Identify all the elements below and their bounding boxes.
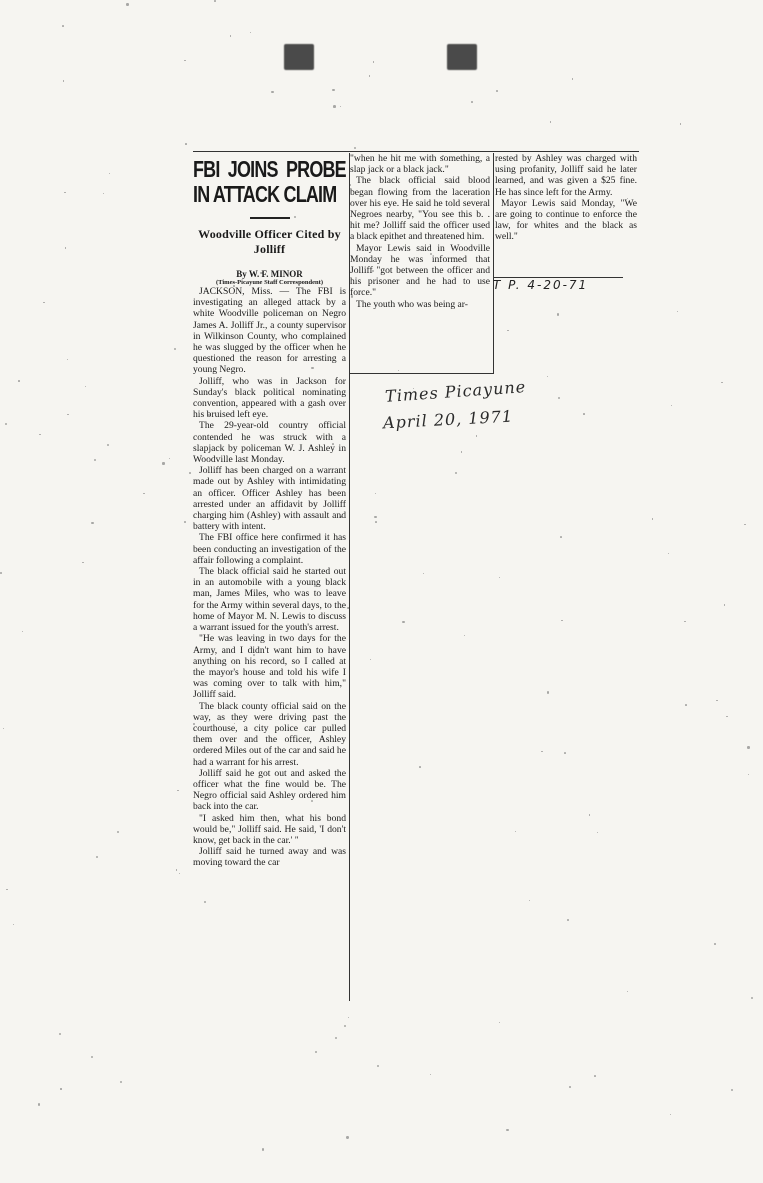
speckle — [82, 562, 84, 564]
paragraph: Jolliff said he turned away and was moving toward the car — [193, 846, 346, 869]
speckle — [748, 774, 749, 775]
speckle — [13, 924, 15, 926]
speckle — [506, 1129, 508, 1131]
speckle — [250, 32, 251, 33]
handwritten-date: April 20, 1971 — [382, 406, 514, 433]
speckle — [65, 247, 66, 248]
speckle — [346, 1136, 348, 1138]
paragraph: "I asked him then, what his bond would be," Jolliff said. He said, 'I don't know, get back in the car.' " — [193, 812, 346, 846]
speckle — [652, 518, 653, 519]
speckle — [499, 1022, 500, 1023]
byline: By W. F. MINOR — [236, 269, 303, 279]
speckle — [335, 1037, 337, 1039]
speckle — [670, 1114, 672, 1116]
speckle — [685, 704, 687, 706]
speckle — [230, 35, 232, 37]
speckle — [0, 572, 2, 574]
speckle — [43, 302, 45, 304]
article-column-3 — [495, 153, 637, 243]
article-column-1 — [193, 153, 350, 1001]
speckle — [680, 123, 682, 125]
speckle — [91, 522, 94, 525]
paragraph: Jolliff, who was in Jackson for Sunday's black political nominating convention, appeared with a gash over his bruised left eye. — [193, 375, 346, 421]
speckle — [668, 553, 669, 554]
speckle — [126, 3, 128, 5]
speckle — [177, 790, 178, 791]
speckle — [496, 90, 498, 92]
speckle — [724, 604, 725, 605]
speckle — [120, 1081, 122, 1083]
paragraph: Mayor Lewis said in Woodville Monday he was informed that Jolliff "got between the officer and his prisoner and he had to use force." — [350, 242, 490, 299]
handwritten-date-stamp: T P. 4-20-71 — [493, 277, 623, 292]
paragraph: The black county official said on the way, as they were driving past the courthouse, a city police car pulled them over and the officer, Ashley ordered Miles out of the car and said he had a warrant for his arrest. — [193, 700, 346, 768]
speckle — [67, 359, 69, 361]
speckle — [677, 311, 678, 312]
paragraph: Jolliff said he got out and asked the officer what the fine would be. The Negro official said Ashley ordered him back into the car. — [193, 767, 346, 813]
paragraph: rested by Ashley was charged with using profanity, Jolliff said he later learned, and was given a $25 fine. He has since left for the Army. — [495, 153, 637, 198]
speckle — [174, 348, 176, 350]
speckle — [143, 493, 145, 495]
paragraph: The black official said he started out in an automobile with a young black man, James Miles, who was to leave for the Army within several days, to the home of Mayor M. N. Lewis to discuss a warrant issued for the youth's arrest. — [193, 566, 346, 634]
speckle — [315, 1051, 317, 1053]
speckle — [176, 869, 177, 870]
speckle — [214, 0, 216, 2]
speckle — [747, 746, 749, 748]
paragraph: JACKSON, Miss. — The FBI is investigating an alleged attack by a white Woodville policeman on Negro James A. Jolliff Jr., a county supervisor in Wilkinson County, who complained he was slugged by the officer when he questioned the reason for arresting a young Negro. — [193, 286, 346, 376]
speckle — [721, 382, 723, 384]
binder-hole-left — [284, 44, 314, 70]
speckle — [714, 943, 716, 945]
speckle — [185, 143, 187, 145]
speckle — [5, 423, 7, 425]
speckle — [103, 193, 104, 194]
speckle — [60, 1088, 61, 1089]
speckle — [59, 1033, 61, 1035]
speckle — [64, 192, 66, 194]
speckle — [594, 1075, 596, 1077]
speckle — [91, 1056, 93, 1058]
speckle — [3, 728, 4, 729]
headline-rule — [250, 217, 290, 219]
speckle — [572, 78, 574, 80]
speckle — [179, 873, 180, 874]
article-column-2 — [350, 153, 494, 374]
speckle — [109, 173, 111, 175]
speckle — [369, 75, 371, 77]
speckle — [107, 444, 109, 446]
speckle — [569, 1086, 571, 1088]
speckle — [751, 997, 753, 999]
paragraph: Jolliff has been charged on a warrant made out by Ashley with intimidating an officer. Officer Ashley has been arrested under an affidavit by Jolliff charging him (Ashley) with assault and battery with intent. — [193, 465, 346, 533]
speckle — [62, 25, 64, 27]
handwritten-source: Times Picayune — [384, 377, 527, 406]
paragraph: "He was leaving in two days for the Army, and I didn't want him to have anything on his record, so I called at the mayor's house and told his wife I was coming over to talk with him," Jolliff said. — [193, 633, 346, 701]
paragraph: Mayor Lewis said Monday, "We are going to continue to enforce the law, for whites and the black as well." — [495, 197, 637, 243]
paragraph: The youth who was being ar- — [356, 298, 468, 310]
speckle — [332, 89, 335, 92]
speckle — [262, 1148, 264, 1150]
subhead: Woodville Officer Cited by Jolliff — [198, 227, 341, 256]
speckle — [38, 1103, 41, 1106]
speckle — [117, 831, 119, 833]
speckle — [189, 472, 191, 474]
speckle — [63, 80, 64, 81]
speckle — [162, 462, 164, 464]
paragraph: The FBI office here confirmed it has been conducting an investigation of the affair following a complaint. — [193, 532, 346, 566]
speckle — [67, 414, 68, 415]
speckle — [671, 405, 672, 406]
speckle — [430, 1074, 431, 1075]
speckle — [340, 106, 341, 107]
speckle — [354, 147, 356, 149]
speckle — [373, 61, 374, 62]
paragraph: "when he hit me with something, a slap jack or a black jack." — [350, 153, 490, 176]
speckle — [550, 121, 552, 123]
speckle — [726, 716, 728, 718]
speckle — [271, 91, 273, 93]
speckle — [96, 856, 98, 858]
clipping-top-rule — [193, 151, 639, 152]
speckle — [744, 524, 745, 525]
speckle — [94, 459, 96, 461]
speckle — [39, 434, 41, 436]
speckle — [471, 101, 473, 103]
speckle — [731, 1089, 733, 1091]
headline: FBI JOINS PROBE IN ATTACK CLAIM — [193, 156, 346, 207]
speckle — [22, 631, 23, 632]
paragraph: The 29-year-old country official contended he was struck with a slapjack by policeman W. J. Ashley in Woodville last Monday. — [193, 420, 346, 466]
speckle — [184, 60, 186, 62]
paragraph: The black official said blood began flowing from the laceration over his eye. He said he told several Negroes nearby, "You see this b. . hit me? Jolliff said the officer used a black epithet and threatened him. — [350, 175, 490, 243]
speckle — [684, 621, 686, 623]
speckle — [333, 105, 336, 108]
column-1-body — [193, 286, 346, 869]
binder-hole-right — [447, 44, 477, 70]
speckle — [18, 380, 20, 382]
byline-credit: (Times-Picayune Staff Correspondent) — [215, 279, 323, 286]
speckle — [6, 889, 8, 891]
speckle — [169, 458, 170, 459]
speckle — [348, 1017, 349, 1018]
speckle — [184, 521, 186, 523]
speckle — [377, 1065, 379, 1067]
speckle — [85, 386, 86, 387]
speckle — [716, 700, 717, 701]
speckle — [344, 1025, 346, 1027]
